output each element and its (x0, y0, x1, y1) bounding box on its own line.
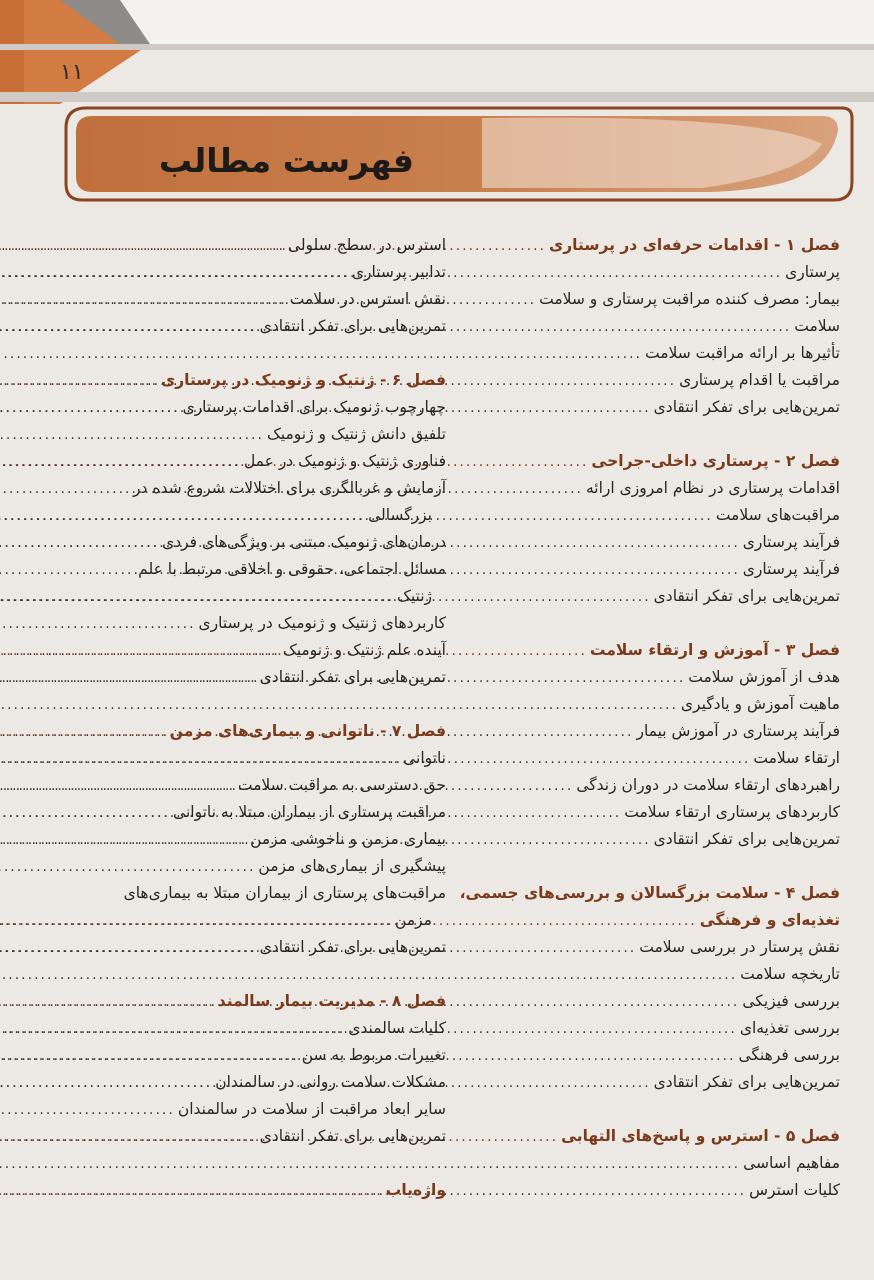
toc-entry[interactable]: تاریخچه سلامت ..... (482, 961, 840, 988)
toc-chapter (86, 718, 446, 961)
toc-chapter-heading[interactable]: فصل ۶ - ژنتیک و ژنومیک در پرستاری ..... (86, 367, 446, 394)
toc-entry[interactable]: مراقبت پرستاری از بیماران مبتلا به ناتوانی ..... (86, 799, 446, 826)
toc-entry[interactable]: مراقبت‌های پرستاری از بیماران مبتلا به بیماری‌های (123, 884, 446, 902)
toc-entry[interactable]: تمرین‌هایی برای تفکر انتقادی ..... (86, 1123, 446, 1150)
toc-entry[interactable]: نقش پرستار در بررسی سلامت ..... (482, 934, 840, 961)
toc-chapter-heading-cont[interactable]: تغذیه‌ای و فرهنگی ..... (482, 907, 840, 934)
toc-entry[interactable]: تمرین‌هایی برای تفکر انتقادی ..... (482, 583, 840, 610)
toc-chapter (482, 1123, 840, 1204)
toc-entry[interactable]: راهبردهای ارتقاء سلامت در دوران زندگی ..... (482, 772, 840, 799)
toc-column-left (86, 232, 446, 1231)
toc-entry[interactable]: تدابیر پرستاری ..... (86, 259, 446, 286)
toc-entry[interactable]: ماهیت آموزش و یادگیری ..... (482, 691, 840, 718)
toc-entry[interactable]: بررسی فیزیکی ..... (482, 988, 840, 1015)
header-stripe (0, 44, 874, 50)
toc-entry[interactable]: اقدامات پرستاری در نظام امروزی ارائه ..... (482, 475, 840, 502)
toc-entry[interactable]: پیشگیری از بیماری‌های مزمن ..... (86, 853, 446, 880)
toc-index-entry[interactable]: واژه‌یاب ..... (86, 1177, 446, 1204)
toc-entry[interactable]: هدف از آموزش سلامت ..... (482, 664, 840, 691)
toc-chapter (86, 1177, 446, 1204)
toc-entry[interactable]: تأثیرها بر ارائه مراقبت سلامت ..... (482, 340, 840, 367)
toc-entry[interactable]: درمان‌های ژنومیک مبتنی بر ویژگی‌های فردی ..... (86, 529, 446, 556)
toc-chapter (459, 880, 840, 1096)
toc-entry[interactable]: تلفیق دانش ژنتیک و ژنومیک ..... (86, 421, 446, 448)
toc-entry[interactable]: آزمایش و غربالگری برای اختلالات شروع شده در (133, 479, 446, 497)
toc-entry[interactable]: سلامت ..... (482, 313, 840, 340)
toc-entry[interactable]: مراقبت‌های سلامت ..... (482, 502, 840, 529)
page-title: فهرست مطالب (158, 141, 414, 180)
toc-column-right (459, 232, 840, 1231)
toc-entry[interactable]: فناوری ژنتیک و ژنومیک در عمل ..... (86, 448, 446, 475)
toc-entry[interactable]: بررسی فرهنگی ..... (482, 1042, 840, 1069)
toc-chapter (482, 448, 840, 610)
toc-entry[interactable]: فرآیند پرستاری در آموزش بیمار ..... (482, 718, 840, 745)
toc-entry[interactable]: بررسی تغذیه‌ای ..... (482, 1015, 840, 1042)
toc-entry[interactable]: ناتوانی ..... (86, 745, 446, 772)
toc-entry[interactable]: بزرگسالی ..... (86, 502, 446, 529)
page-number: ۱۱ (60, 60, 84, 85)
toc-entry[interactable]: کاربردهای پرستاری ارتقاء سلامت ..... (482, 799, 840, 826)
toc-entry[interactable]: تغییرات مربوط به سن ..... (86, 1042, 446, 1069)
toc-entry[interactable]: فرآیند پرستاری ..... (482, 529, 840, 556)
toc-entry[interactable]: مسائل اجتماعی، حقوقی و اخلاقی مرتبط با علم (138, 560, 446, 578)
toc-entry[interactable]: تمرین‌هایی برای تفکر انتقادی ..... (86, 934, 446, 961)
toc-chapter-heading[interactable]: فصل ۷ - ناتوانی و بیماری‌های مزمن ..... (86, 718, 446, 745)
toc-chapter-continued (86, 232, 446, 340)
toc-entry[interactable]: استرس در سطح سلولی ..... (86, 232, 446, 259)
header-stripe (0, 92, 874, 102)
toc-chapter (482, 232, 840, 421)
toc-entry[interactable]: کلیات استرس ..... (482, 1177, 840, 1204)
toc-entry[interactable]: فرآیند پرستاری ..... (482, 556, 840, 583)
toc-chapter-heading[interactable]: فصل ۱ - اقدامات حرفه‌ای در پرستاری ..... (482, 232, 840, 259)
toc-chapter-heading[interactable]: فصل ۳ - آموزش و ارتقاء سلامت ..... (482, 637, 840, 664)
toc-entry[interactable]: مزمن ..... (86, 907, 446, 934)
toc-entry[interactable]: تمرین‌هایی برای تفکر انتقادی ..... (86, 664, 446, 691)
toc-entry[interactable]: نقش استرس در سلامت ..... (86, 286, 446, 313)
toc-chapter-heading[interactable]: فصل ۵ - استرس و پاسخ‌های التهابی ..... (482, 1123, 840, 1150)
toc-entry[interactable]: ژنتیک ..... (86, 583, 446, 610)
toc-entry[interactable]: تمرین‌هایی برای تفکر انتقادی ..... (86, 313, 446, 340)
toc-entry[interactable]: کلیات سالمندی ..... (86, 1015, 446, 1042)
toc-entry[interactable]: حق دسترسی به مراقبت سلامت ..... (86, 772, 446, 799)
corner-decoration (0, 0, 874, 104)
toc-chapter-heading[interactable]: فصل ۲ - پرستاری داخلی-جراحی ..... (482, 448, 840, 475)
toc-chapter-heading[interactable]: فصل ۸ - مدیریت بیمار سالمند ..... (86, 988, 446, 1015)
toc-entry[interactable]: تمرین‌هایی برای تفکر انتقادی ..... (482, 394, 840, 421)
toc-entry[interactable]: پرستاری ..... (482, 259, 840, 286)
toc-entry[interactable]: مشکلات سلامت روانی در سالمندان ..... (86, 1069, 446, 1096)
toc-entry[interactable]: تمرین‌هایی برای تفکر انتقادی ..... (482, 1069, 840, 1096)
toc-chapter-heading[interactable]: فصل ۴ - سلامت بزرگسالان و بررسی‌های جسمی، (459, 884, 840, 902)
toc-chapter (482, 637, 840, 853)
toc-entry[interactable]: بیماری مزمن و ناخوشی مزمن ..... (86, 826, 446, 853)
toc-entry[interactable]: سایر ابعاد مراقبت از سلامت در سالمندان ..... (86, 1096, 446, 1123)
toc-entry[interactable]: آینده علم ژنتیک و ژنومیک ..... (86, 637, 446, 664)
toc-entry[interactable]: چهارچوب ژنومیک برای اقدامات پرستاری ..... (86, 394, 446, 421)
toc-entry[interactable]: تمرین‌هایی برای تفکر انتقادی ..... (482, 826, 840, 853)
toc-chapter (86, 988, 446, 1150)
toc-entry[interactable]: مراقبت یا اقدام پرستاری ..... (482, 367, 840, 394)
toc-entry[interactable]: بیمار: مصرف کننده مراقبت پرستاری و سلامت ..... (482, 286, 840, 313)
toc-chapter (86, 367, 446, 691)
toc-entry[interactable]: مفاهیم اساسی ..... (482, 1150, 840, 1177)
toc-entry[interactable]: کاربردهای ژنتیک و ژنومیک در پرستاری ..... (86, 610, 446, 637)
toc-entry[interactable]: ارتقاء سلامت ..... (482, 745, 840, 772)
